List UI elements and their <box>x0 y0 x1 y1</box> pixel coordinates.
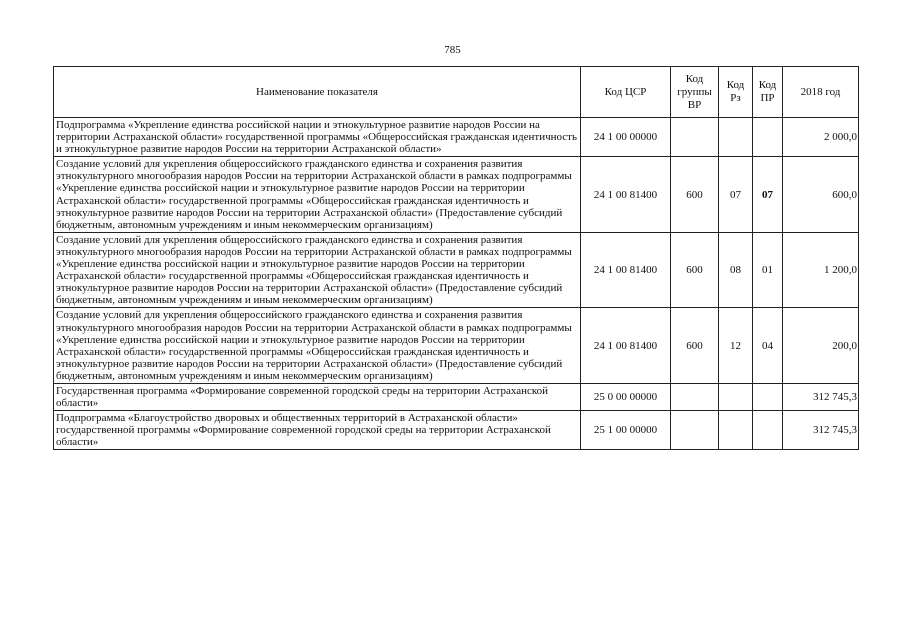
row-csr-code: 24 1 00 81400 <box>581 308 671 384</box>
row-pr-code <box>753 411 783 450</box>
row-vr-code: 600 <box>671 157 719 233</box>
header-rz-code: Код Рз <box>719 67 753 118</box>
row-rz-code: 12 <box>719 308 753 384</box>
row-rz-code: 07 <box>719 157 753 233</box>
row-amount: 1 200,0 <box>783 232 859 308</box>
row-rz-code <box>719 118 753 157</box>
page-number: 785 <box>444 44 461 56</box>
table-row <box>54 383 859 410</box>
row-vr-code: 600 <box>671 308 719 384</box>
row-amount: 312 745,3 <box>783 411 859 450</box>
row-amount: 200,0 <box>783 308 859 384</box>
row-vr-code <box>671 411 719 450</box>
table-row <box>54 308 859 384</box>
row-name: Подпрограмма «Благоустройство дворовых и общественных территорий в Астраханской области» государственной программы «Формирование современной городской среды на территории Астраханской области» <box>54 411 581 450</box>
row-amount: 600,0 <box>783 157 859 233</box>
row-amount: 312 745,3 <box>783 383 859 410</box>
header-name: Наименование показателя <box>54 67 581 118</box>
table-row <box>54 118 859 157</box>
row-vr-code <box>671 383 719 410</box>
header-csr-code: Код ЦСР <box>581 67 671 118</box>
row-csr-code: 24 1 00 81400 <box>581 232 671 308</box>
row-name: Создание условий для укрепления общероссийского гражданского единства и сохранения развития этнокультурного многообразия народов России на территории Астраханской области в рамках подпрограммы «Укрепление единства российской нации и этнокультурное развитие народов России на территории Астраханской области» государственной программы «Общероссийская гражданская идентичность и этнокультурное развитие народов России на территории Астраханской области» (Предоставление субсидий бюджетным, автономным учреждениям и иным некоммерческим организациям) <box>54 157 581 233</box>
row-rz-code <box>719 383 753 410</box>
table-header-row <box>54 67 859 118</box>
header-year: 2018 год <box>783 67 859 118</box>
row-name: Государственная программа «Формирование современной городской среды на территории Астраханской области» <box>54 383 581 410</box>
row-csr-code: 25 1 00 00000 <box>581 411 671 450</box>
row-rz-code <box>719 411 753 450</box>
row-amount: 2 000,0 <box>783 118 859 157</box>
row-vr-code: 600 <box>671 232 719 308</box>
row-name: Создание условий для укрепления общероссийского гражданского единства и сохранения развития этнокультурного многообразия народов России на территории Астраханской области в рамках подпрограммы «Укрепление единства российской нации и этнокультурное развитие народов России на территории Астраханской области» государственной программы «Общероссийская гражданская идентичность и этнокультурное развитие народов России на территории Астраханской области» (Предоставление субсидий бюджетным, автономным учреждениям и иным некоммерческим организациям) <box>54 308 581 384</box>
row-pr-code: 07 <box>753 157 783 233</box>
row-name: Подпрограмма «Укрепление единства российской нации и этнокультурное развитие народов России на территории Астраханской области» государственной программы «Общероссийская гражданская идентичность и этнокультурное развитие народов России на территории Астраханской области» <box>54 118 581 157</box>
row-pr-code <box>753 383 783 410</box>
row-rz-code: 08 <box>719 232 753 308</box>
row-csr-code: 25 0 00 00000 <box>581 383 671 410</box>
row-name: Создание условий для укрепления общероссийского гражданского единства и сохранения развития этнокультурного многообразия народов России на территории Астраханской области в рамках подпрограммы «Укрепление единства российской нации и этнокультурное развитие народов России на территории Астраханской области» государственной программы «Общероссийская гражданская идентичность и этнокультурное развитие народов России на территории Астраханской области» (Предоставление субсидий бюджетным, автономным учреждениям и иным некоммерческим организациям) <box>54 232 581 308</box>
row-pr-code: 04 <box>753 308 783 384</box>
row-csr-code: 24 1 00 81400 <box>581 157 671 233</box>
header-vr-code: Код группы ВР <box>671 67 719 118</box>
table-row <box>54 411 859 450</box>
table-row <box>54 157 859 233</box>
header-pr-code: Код ПР <box>753 67 783 118</box>
row-csr-code: 24 1 00 00000 <box>581 118 671 157</box>
row-pr-code: 01 <box>753 232 783 308</box>
table-row <box>54 232 859 308</box>
row-vr-code <box>671 118 719 157</box>
budget-table <box>53 66 859 450</box>
row-pr-code <box>753 118 783 157</box>
